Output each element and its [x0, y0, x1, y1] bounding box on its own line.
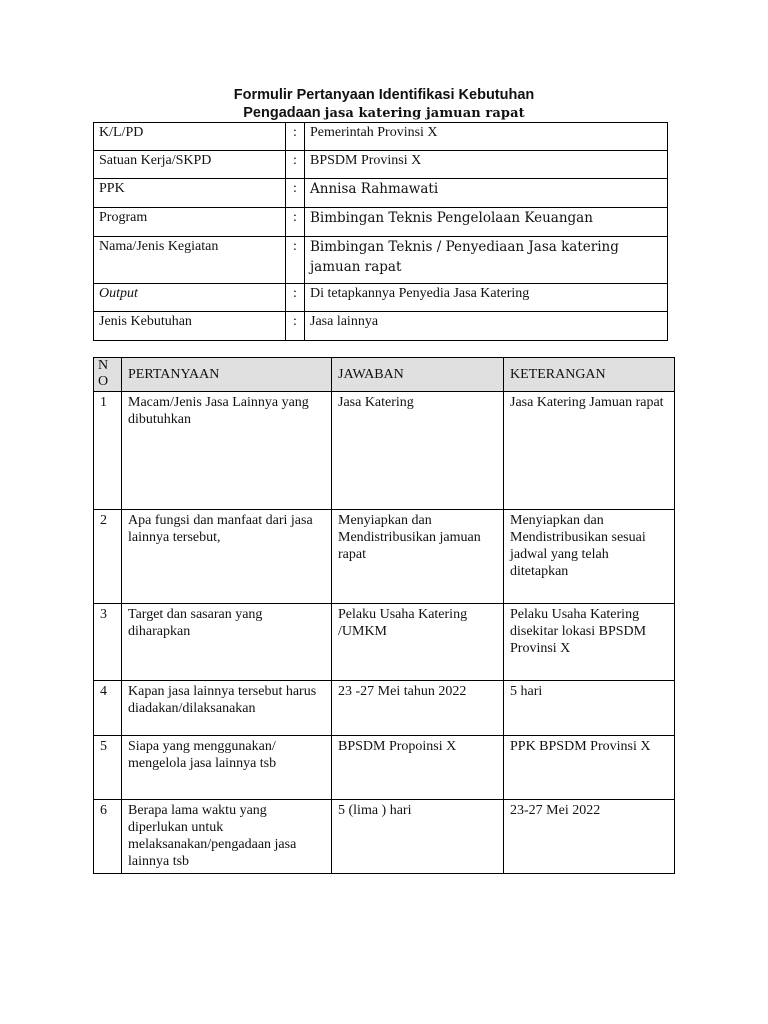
row-jawaban: 23 -27 Mei tahun 2022 — [332, 681, 504, 736]
header-jawaban: JAWABAN — [332, 358, 504, 392]
info-label: Satuan Kerja/SKPD — [94, 151, 286, 179]
table-row — [94, 510, 675, 604]
table-header-row — [94, 358, 675, 392]
info-label: Program — [94, 208, 286, 237]
table-row — [94, 736, 675, 800]
row-pertanyaan: Macam/Jenis Jasa Lainnya yang dibutuhkan — [122, 392, 332, 510]
info-row-jenis-kebutuhan — [94, 312, 668, 341]
row-keterangan: 5 hari — [504, 681, 675, 736]
info-separator: : — [286, 123, 305, 151]
row-number: 6 — [94, 800, 122, 874]
info-row-program — [94, 208, 668, 237]
row-number: 5 — [94, 736, 122, 800]
subtitle-prefix: Pengadaan — [243, 105, 325, 121]
row-number: 4 — [94, 681, 122, 736]
row-keterangan: PPK BPSDM Provinsi X — [504, 736, 675, 800]
row-keterangan: Jasa Katering Jamuan rapat — [504, 392, 675, 510]
table-row — [94, 681, 675, 736]
info-label: Output — [94, 284, 286, 312]
row-jawaban: 5 (lima ) hari — [332, 800, 504, 874]
form-subtitle — [0, 105, 768, 122]
row-pertanyaan: Kapan jasa lainnya tersebut harus diadakan/dilaksanakan — [122, 681, 332, 736]
info-separator: : — [286, 151, 305, 179]
row-keterangan: Menyiapkan dan Mendistribusikan sesuai jadwal yang telah ditetapkan — [504, 510, 675, 604]
info-value: Jasa lainnya — [305, 312, 668, 341]
row-pertanyaan: Apa fungsi dan manfaat dari jasa lainnya tersebut, — [122, 510, 332, 604]
form-title: Formulir Pertanyaan Identifikasi Kebutuhan — [233, 87, 535, 103]
info-label: K/L/PD — [94, 123, 286, 151]
row-pertanyaan: Siapa yang menggunakan/ mengelola jasa lainnya tsb — [122, 736, 332, 800]
row-jawaban: BPSDM Propoinsi X — [332, 736, 504, 800]
info-row-klpd — [94, 123, 668, 151]
row-jawaban: Jasa Katering — [332, 392, 504, 510]
info-row-satuan-kerja — [94, 151, 668, 179]
info-label: PPK — [94, 179, 286, 208]
header-pertanyaan: PERTANYAAN — [122, 358, 332, 392]
info-separator: : — [286, 208, 305, 237]
row-jawaban: Menyiapkan dan Mendistribusikan jamuan rapat — [332, 510, 504, 604]
row-number: 1 — [94, 392, 122, 510]
info-separator: : — [286, 179, 305, 208]
row-keterangan: 23-27 Mei 2022 — [504, 800, 675, 874]
info-separator: : — [286, 284, 305, 312]
row-pertanyaan: Berapa lama waktu yang diperlukan untuk melaksanakan/pengadaan jasa lainnya tsb — [122, 800, 332, 874]
row-jawaban: Pelaku Usaha Katering /UMKM — [332, 604, 504, 681]
info-value: BPSDM Provinsi X — [305, 151, 668, 179]
question-table — [93, 357, 675, 874]
info-table — [93, 122, 668, 341]
row-keterangan: Pelaku Usaha Katering disekitar lokasi BPSDM Provinsi X — [504, 604, 675, 681]
info-value: Bimbingan Teknis / Penyediaan Jasa katering jamuan rapat — [305, 237, 668, 284]
table-row — [94, 392, 675, 510]
row-number: 3 — [94, 604, 122, 681]
table-row — [94, 800, 675, 874]
info-label: Jenis Kebutuhan — [94, 312, 286, 341]
row-number: 2 — [94, 510, 122, 604]
info-separator: : — [286, 312, 305, 341]
info-value: Bimbingan Teknis Pengelolaan Keuangan — [305, 208, 668, 237]
subtitle-suffix: jasa katering jamuan rapat — [324, 106, 525, 121]
info-row-kegiatan — [94, 237, 668, 284]
info-label: Nama/Jenis Kegiatan — [94, 237, 286, 284]
info-separator: : — [286, 237, 305, 284]
row-pertanyaan: Target dan sasaran yang diharapkan — [122, 604, 332, 681]
info-row-ppk — [94, 179, 668, 208]
table-row — [94, 604, 675, 681]
info-value: Di tetapkannya Penyedia Jasa Katering — [305, 284, 668, 312]
header-no: N O — [94, 358, 122, 392]
info-row-output — [94, 284, 668, 312]
info-value: Pemerintah Provinsi X — [305, 123, 668, 151]
info-value: Annisa Rahmawati — [305, 179, 668, 208]
header-keterangan: KETERANGAN — [504, 358, 675, 392]
